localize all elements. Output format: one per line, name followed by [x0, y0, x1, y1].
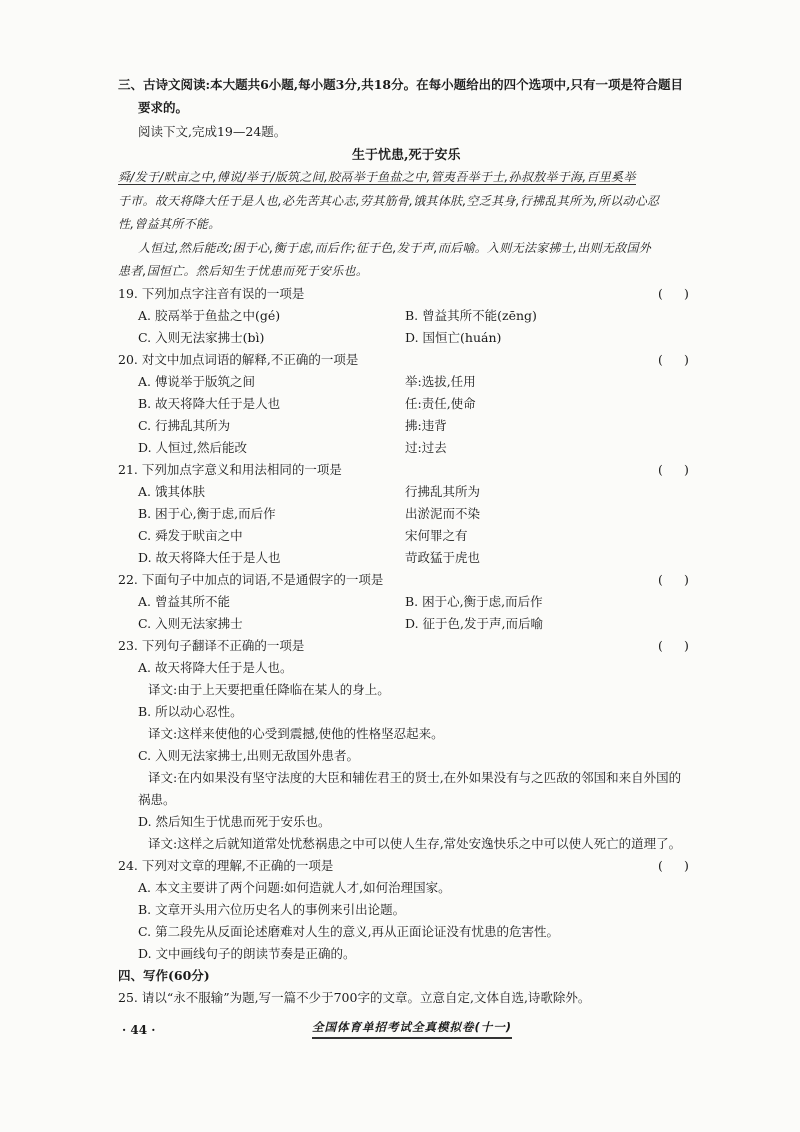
- q20-option-c-gloss: 拂:违背: [405, 418, 447, 433]
- paren-close: ): [684, 638, 689, 653]
- q24-stem: 24. 下列对文章的理解,不正确的一项是: [118, 858, 334, 873]
- q20-answer-blank[interactable]: [658, 352, 710, 367]
- section4-heading: 四、写作(60分): [118, 968, 210, 983]
- q23-stem: 23. 下列句子翻译不正确的一项是: [118, 638, 305, 653]
- q23-option-d-translation: 译文:这样之后就知道常处忧愁祸患之中可以使人生存,常处安逸快乐之中可以使人死亡的道理了。: [148, 836, 682, 851]
- page-number: · 44 ·: [122, 1023, 156, 1037]
- q23-answer-blank[interactable]: [658, 638, 710, 653]
- q21-option-c-compare: 宋何罪之有: [405, 528, 468, 543]
- q22-option-a: A. 曾益其所不能: [138, 594, 230, 609]
- q25-prompt: 25. 请以“永不服输”为题,写一篇不少于700字的文章。立意自定,文体自选,诗歌除外。: [118, 990, 591, 1005]
- passage-title: 生于忧患,死于安乐: [352, 148, 461, 163]
- paren-open: (: [658, 572, 663, 587]
- q21-option-a: A. 饿其体肤: [138, 484, 205, 499]
- q21-option-c: C. 舜发于畎亩之中: [138, 528, 243, 543]
- footer-title: 全国体育单招考试全真模拟卷(十一): [312, 1021, 512, 1039]
- q20-option-b-gloss: 任:责任,使命: [405, 396, 476, 411]
- q23-option-a: A. 故天将降大任于是人也。: [138, 660, 293, 675]
- passage-line-1: 舜/发于/畎亩之中,傅说/举于/版筑之间,胶鬲举于鱼盐之中,管夷吾举于士,孙叔敖举于海,百里奚举: [118, 170, 636, 184]
- paren-close: ): [684, 286, 689, 301]
- q22-option-d: D. 征于色,发于声,而后喻: [405, 616, 543, 631]
- q23-option-c-translation-1: 译文:在内如果没有坚守法度的大臣和辅佐君王的贤士,在外如果没有与之匹敌的邻国和来自外国的: [148, 770, 682, 785]
- q19-option-d: D. 国恒亡(huán): [405, 330, 502, 345]
- section3-heading-line2: 要求的。: [138, 100, 189, 115]
- q24-option-b: B. 文章开头用六位历史名人的事例来引出论题。: [138, 902, 406, 917]
- paren-open: (: [658, 638, 663, 653]
- q22-option-c: C. 入则无法家拂士: [138, 616, 243, 631]
- q24-option-d: D. 文中画线句子的朗读节奏是正确的。: [138, 946, 356, 961]
- q20-option-c: C. 行拂乱其所为: [138, 418, 231, 433]
- q19-option-a: A. 胶鬲举于鱼盐之中(gé): [138, 308, 281, 323]
- q21-answer-blank[interactable]: [658, 462, 710, 477]
- q20-option-a-gloss: 举:选拔,任用: [405, 374, 476, 389]
- q19-stem: 19. 下列加点字注音有误的一项是: [118, 286, 305, 301]
- paren-open: (: [658, 352, 663, 367]
- q24-option-c: C. 第二段先从反面论述磨难对人生的意义,再从正面论证没有忧患的危害性。: [138, 924, 560, 939]
- paren-open: (: [658, 462, 663, 477]
- q22-option-b: B. 困于心,衡于虑,而后作: [405, 594, 543, 609]
- q20-option-b: B. 故天将降大任于是人也: [138, 396, 281, 411]
- q19-option-c: C. 入则无法家拂士(bì): [138, 330, 265, 345]
- q19-option-b: B. 曾益其所不能(zēng): [405, 308, 537, 323]
- q20-option-a: A. 傅说举于版筑之间: [138, 374, 255, 389]
- q21-option-d: D. 故天将降大任于是人也: [138, 550, 281, 565]
- paren-open: (: [658, 858, 663, 873]
- q24-answer-blank[interactable]: [658, 858, 710, 873]
- paren-close: ): [684, 462, 689, 477]
- passage-line-2: 于市。故天将降大任于是人也,必先苦其心志,劳其筋骨,饿其体肤,空乏其身,行拂乱其所为,所以动心忍: [118, 194, 660, 208]
- q23-option-b: B. 所以动心忍性。: [138, 704, 243, 719]
- q21-option-d-compare: 苛政猛于虎也: [405, 550, 481, 565]
- q22-stem: 22. 下面句子中加点的词语,不是通假字的一项是: [118, 572, 384, 587]
- paren-close: ): [684, 572, 689, 587]
- passage-line-3: 性,曾益其所不能。: [118, 217, 221, 231]
- section3-instruction: 阅读下文,完成19—24题。: [138, 124, 287, 139]
- q19-answer-blank[interactable]: [658, 286, 710, 301]
- q23-option-d: D. 然后知生于忧患而死于安乐也。: [138, 814, 331, 829]
- paren-close: ): [684, 352, 689, 367]
- passage-line-5: 患者,国恒亡。然后知生于忧患而死于安乐也。: [118, 264, 369, 278]
- paren-close: ): [684, 858, 689, 873]
- section3-heading-line1: 三、古诗文阅读:本大题共6小题,每小题3分,共18分。在每小题给出的四个选项中,只有一项是符合题目: [118, 77, 683, 92]
- paren-open: (: [658, 286, 663, 301]
- q20-stem: 20. 对文中加点词语的解释,不正确的一项是: [118, 352, 359, 367]
- q22-answer-blank[interactable]: [658, 572, 710, 587]
- q20-option-d-gloss: 过:过去: [405, 440, 447, 455]
- passage-line-4: 人恒过,然后能改;困于心,衡于虑,而后作;征于色,发于声,而后喻。入则无法家拂士,出则无敌国外: [138, 241, 652, 255]
- q24-option-a: A. 本文主要讲了两个问题:如何造就人才,如何治理国家。: [138, 880, 451, 895]
- q21-option-b: B. 困于心,衡于虑,而后作: [138, 506, 276, 521]
- q21-stem: 21. 下列加点字意义和用法相同的一项是: [118, 462, 342, 477]
- q20-option-d: D. 人恒过,然后能改: [138, 440, 247, 455]
- q23-option-a-translation: 译文:由于上天要把重任降临在某人的身上。: [148, 682, 390, 697]
- q21-option-a-compare: 行拂乱其所为: [405, 484, 481, 499]
- q23-option-c: C. 入则无法家拂士,出则无敌国外患者。: [138, 748, 360, 763]
- q23-option-b-translation: 译文:这样来使他的心受到震撼,使他的性格坚忍起来。: [148, 726, 444, 741]
- q23-option-c-translation-2: 祸患。: [138, 792, 176, 807]
- q21-option-b-compare: 出淤泥而不染: [405, 506, 481, 521]
